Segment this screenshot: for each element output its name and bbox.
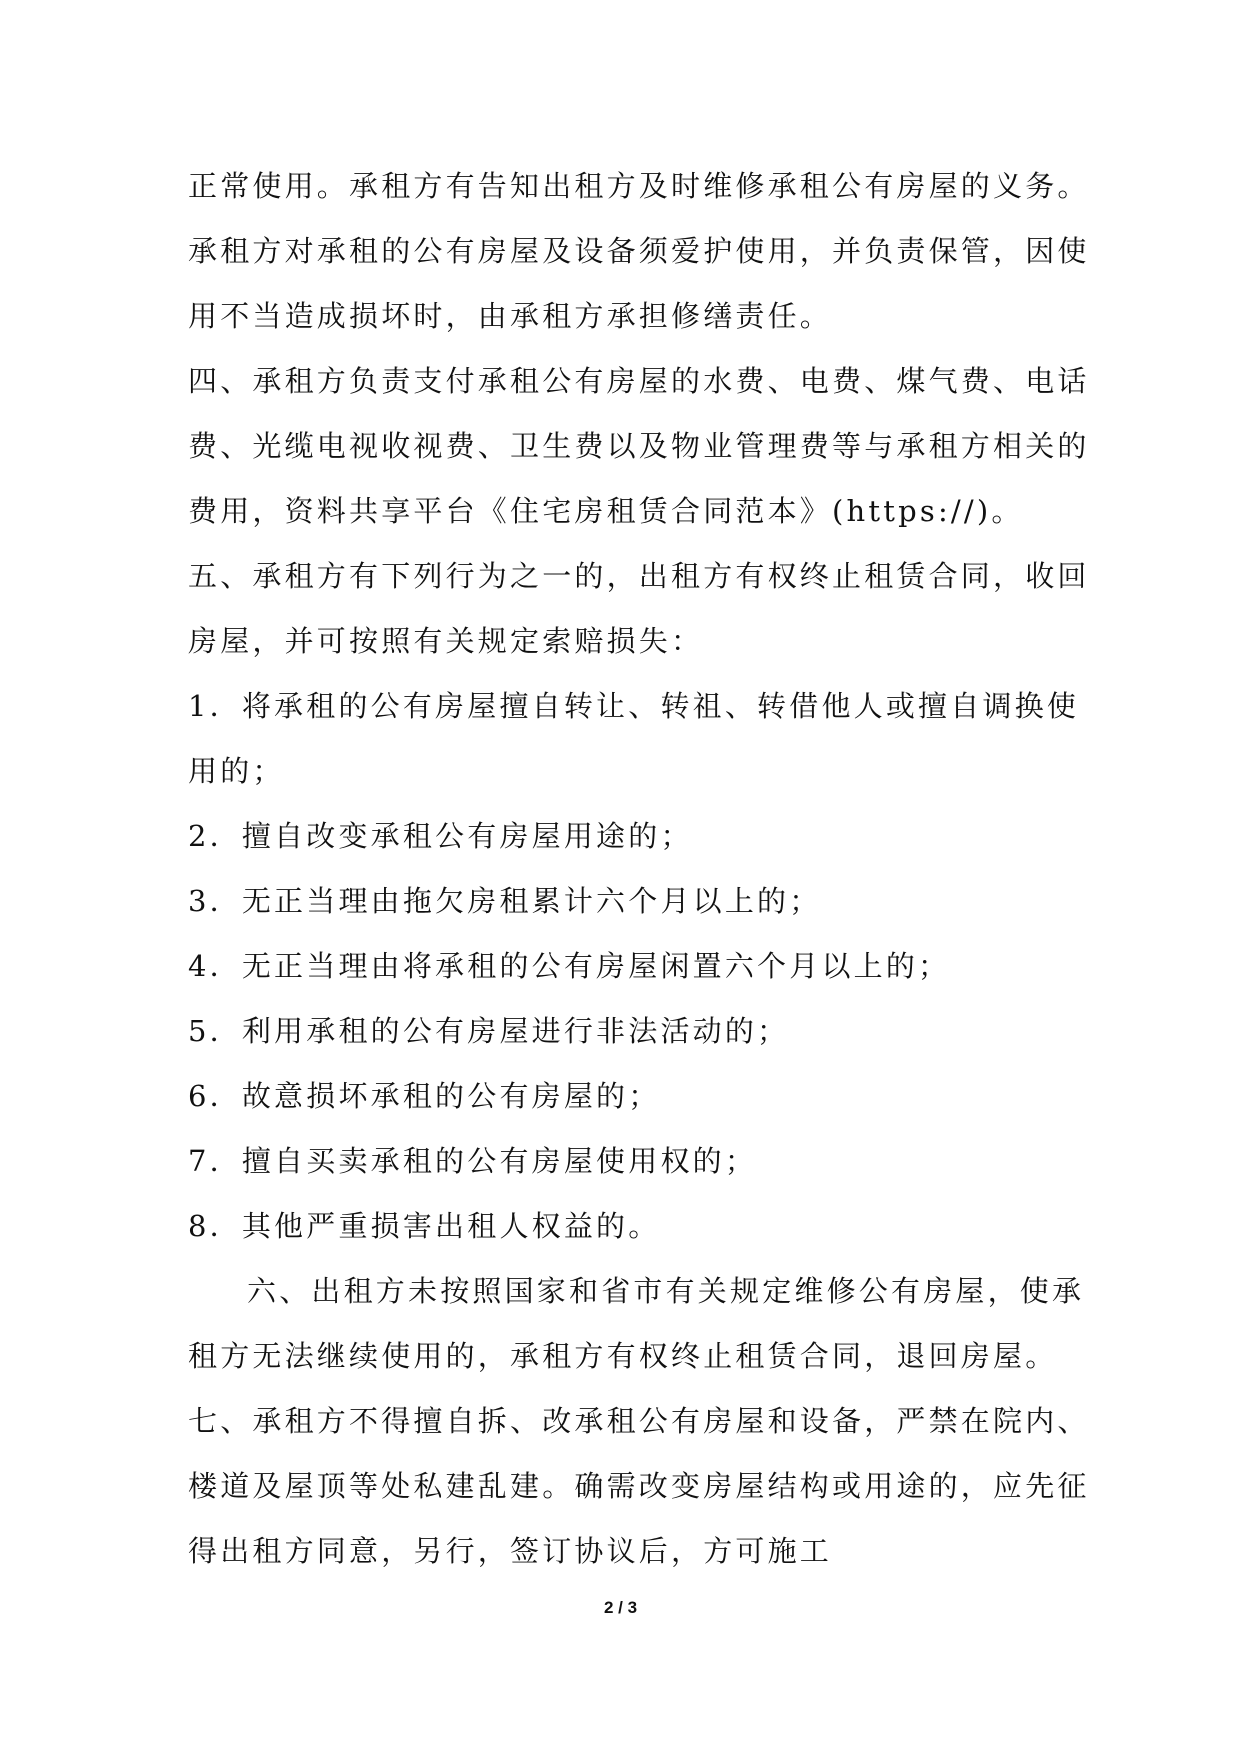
clause-6-line: 六、出租方未按照国家和省市有关规定维修公有房屋，使承	[247, 1274, 1085, 1308]
list-item-1: 1．将承租的公有房屋擅自转让、转祖、转借他人或擅自调换使	[188, 689, 1080, 723]
text-line: 得出租方同意，另行，签订协议后，方可施工	[188, 1534, 833, 1568]
list-item-4: 4．无正当理由将承租的公有房屋闲置六个月以上的；	[188, 949, 951, 983]
text-line: 房屋，并可按照有关规定索赔损失：	[188, 624, 704, 658]
text-line: 承租方对承租的公有房屋及设备须爱护使用，并负责保管，因使	[188, 234, 1090, 268]
text-line: 楼道及屋顶等处私建乱建。确需改变房屋结构或用途的，应先征	[188, 1469, 1090, 1503]
list-item-6: 6．故意损坏承租的公有房屋的；	[188, 1079, 661, 1113]
text-line: 租方无法继续使用的，承租方有权终止租赁合同，退回房屋。	[188, 1339, 1058, 1373]
text-line: 正常使用。承租方有告知出租方及时维修承租公有房屋的义务。	[188, 169, 1090, 203]
text-line: 费、光缆电视收视费、卫生费以及物业管理费等与承租方相关的	[188, 429, 1090, 463]
list-item-8: 8．其他严重损害出租人权益的。	[188, 1209, 661, 1243]
clause-4-line: 四、承租方负责支付承租公有房屋的水费、电费、煤气费、电话	[188, 364, 1090, 398]
list-item-2: 2．擅自改变承租公有房屋用途的；	[188, 819, 693, 853]
text-line: 费用，资料共享平台《住宅房租赁合同范本》(https://)。	[188, 494, 1024, 528]
text-line: 用不当造成损坏时，由承租方承担修缮责任。	[188, 299, 833, 333]
text-line: 用的；	[188, 754, 285, 788]
clause-7-line: 七、承租方不得擅自拆、改承租公有房屋和设备，严禁在院内、	[188, 1404, 1090, 1438]
list-item-5: 5．利用承租的公有房屋进行非法活动的；	[188, 1014, 790, 1048]
clause-5-line: 五、承租方有下列行为之一的，出租方有权终止租赁合同，收回	[188, 559, 1090, 593]
list-item-7: 7．擅自买卖承租的公有房屋使用权的；	[188, 1144, 758, 1178]
page-number: 2 / 3	[603, 1598, 638, 1617]
list-item-3: 3．无正当理由拖欠房租累计六个月以上的；	[188, 884, 822, 918]
document-body	[188, 154, 1090, 1584]
